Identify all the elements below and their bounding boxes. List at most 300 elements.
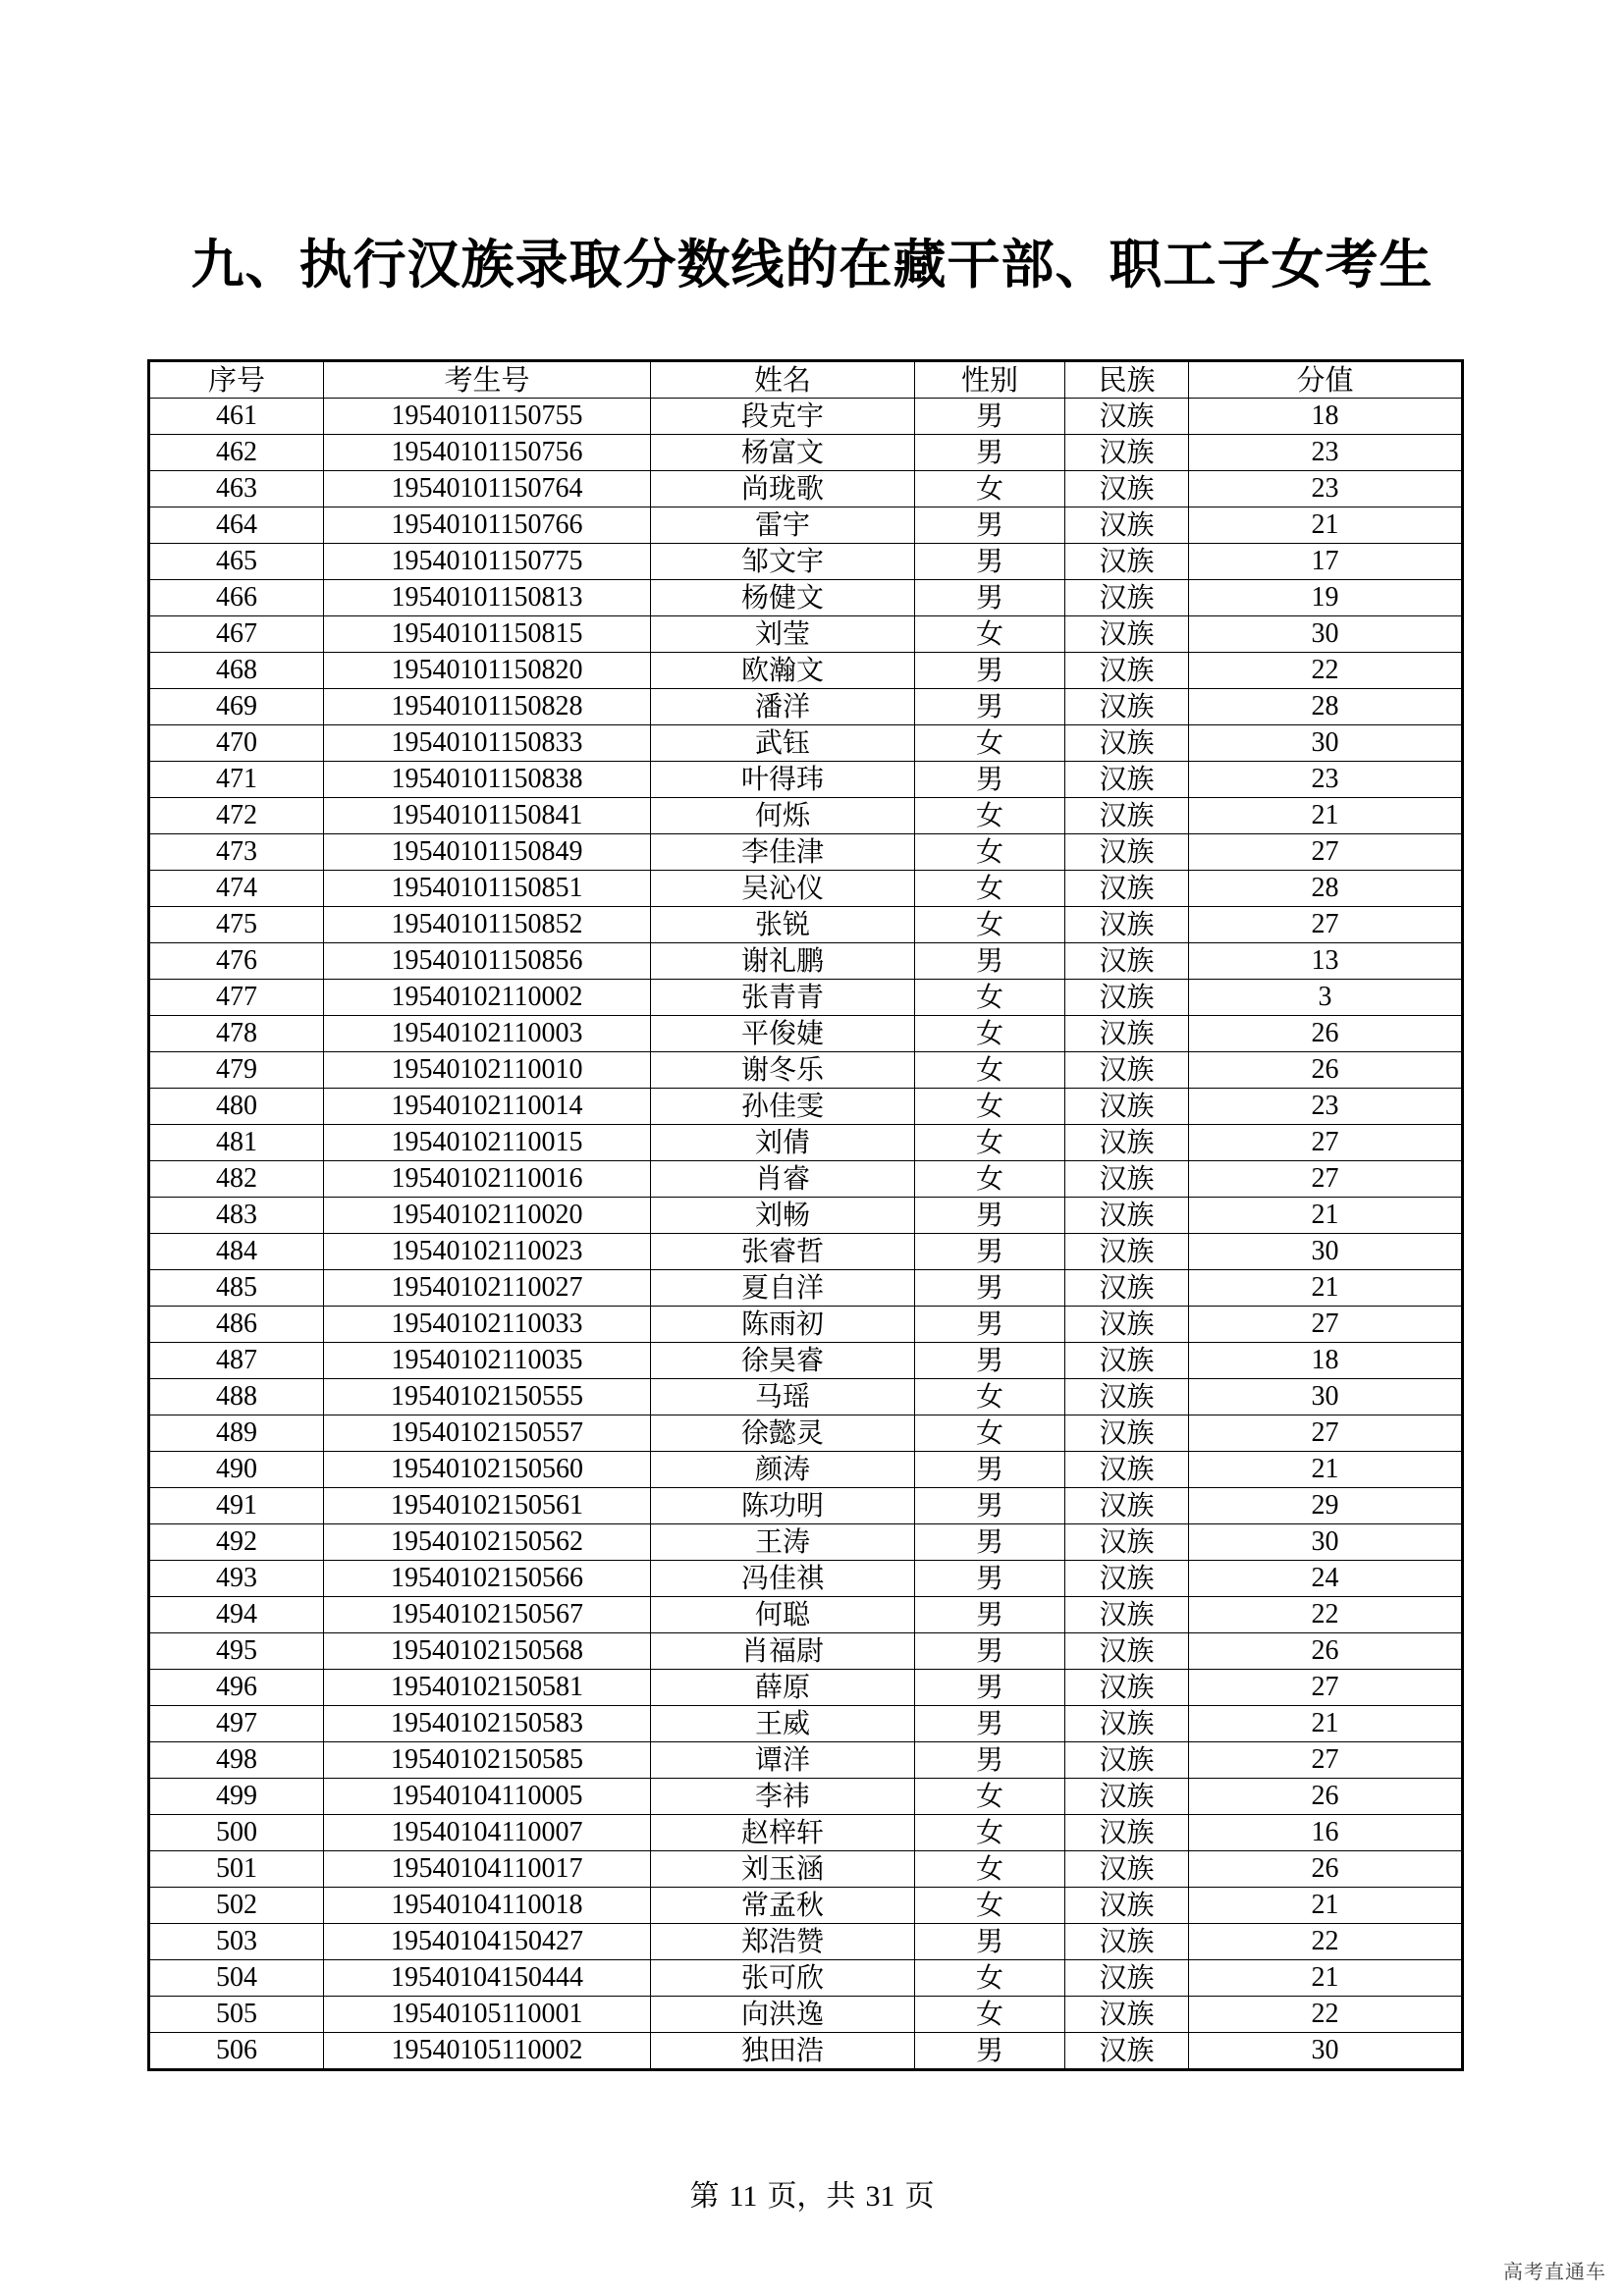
cell-ethnicity: 汉族	[1065, 1561, 1189, 1597]
footer-total-pages: 31	[865, 2180, 895, 2213]
cell-ethnicity: 汉族	[1065, 1597, 1189, 1633]
cell-serial: 487	[149, 1343, 324, 1379]
cell-serial: 465	[149, 544, 324, 580]
cell-name: 何聪	[651, 1597, 915, 1633]
cell-name: 雷宇	[651, 507, 915, 544]
cell-serial: 486	[149, 1307, 324, 1343]
table-row	[149, 1052, 1463, 1089]
cell-name: 谭洋	[651, 1742, 915, 1779]
cell-exam-id: 19540101150820	[324, 653, 651, 689]
cell-exam-id: 19540102150581	[324, 1670, 651, 1706]
cell-name: 薛原	[651, 1670, 915, 1706]
cell-serial: 504	[149, 1960, 324, 1997]
cell-gender: 男	[915, 1670, 1065, 1706]
cell-score: 21	[1189, 1960, 1463, 1997]
table-row	[149, 871, 1463, 907]
cell-exam-id: 19540101150775	[324, 544, 651, 580]
table-row	[149, 1742, 1463, 1779]
table-row	[149, 544, 1463, 580]
cell-exam-id: 19540101150828	[324, 689, 651, 725]
cell-score: 23	[1189, 762, 1463, 798]
cell-ethnicity: 汉族	[1065, 980, 1189, 1016]
table-row	[149, 1198, 1463, 1234]
footer-current-page: 11	[729, 2180, 758, 2213]
table-row	[149, 435, 1463, 471]
cell-name: 谢冬乐	[651, 1052, 915, 1089]
cell-ethnicity: 汉族	[1065, 2033, 1189, 2070]
cell-ethnicity: 汉族	[1065, 1452, 1189, 1488]
table-row	[149, 1016, 1463, 1052]
cell-ethnicity: 汉族	[1065, 1089, 1189, 1125]
cell-score: 26	[1189, 1779, 1463, 1815]
table-row	[149, 1633, 1463, 1670]
cell-gender: 男	[915, 1488, 1065, 1524]
table-row	[149, 798, 1463, 834]
cell-gender: 女	[915, 616, 1065, 653]
cell-exam-id: 19540104110007	[324, 1815, 651, 1851]
cell-serial: 506	[149, 2033, 324, 2070]
cell-ethnicity: 汉族	[1065, 1379, 1189, 1415]
table-row	[149, 689, 1463, 725]
cell-score: 27	[1189, 907, 1463, 943]
cell-gender: 女	[915, 834, 1065, 871]
cell-serial: 464	[149, 507, 324, 544]
cell-name: 颜涛	[651, 1452, 915, 1488]
cell-serial: 478	[149, 1016, 324, 1052]
cell-name: 张睿哲	[651, 1234, 915, 1270]
cell-gender: 女	[915, 1815, 1065, 1851]
cell-gender: 女	[915, 871, 1065, 907]
cell-exam-id: 19540104110017	[324, 1851, 651, 1888]
cell-score: 22	[1189, 1997, 1463, 2033]
page-title: 九、执行汉族录取分数线的在藏干部、职工子女考生	[190, 234, 1434, 295]
cell-ethnicity: 汉族	[1065, 471, 1189, 507]
cell-gender: 女	[915, 798, 1065, 834]
table-row	[149, 1888, 1463, 1924]
cell-exam-id: 19540105110002	[324, 2033, 651, 2070]
cell-score: 22	[1189, 1597, 1463, 1633]
watermark: 高考直通车	[1503, 2260, 1606, 2283]
cell-name: 尚珑歌	[651, 471, 915, 507]
cell-name: 徐昊睿	[651, 1343, 915, 1379]
cell-name: 刘畅	[651, 1198, 915, 1234]
cell-score: 23	[1189, 435, 1463, 471]
cell-name: 谢礼鹏	[651, 943, 915, 980]
table-row	[149, 834, 1463, 871]
cell-score: 18	[1189, 1343, 1463, 1379]
cell-exam-id: 19540102150562	[324, 1524, 651, 1561]
cell-gender: 男	[915, 1343, 1065, 1379]
cell-serial: 488	[149, 1379, 324, 1415]
cell-score: 30	[1189, 1379, 1463, 1415]
cell-exam-id: 19540101150833	[324, 725, 651, 762]
table-row	[149, 1234, 1463, 1270]
table-row	[149, 1597, 1463, 1633]
cell-score: 27	[1189, 1125, 1463, 1161]
cell-exam-id: 19540101150838	[324, 762, 651, 798]
cell-gender: 女	[915, 1379, 1065, 1415]
cell-gender: 男	[915, 1270, 1065, 1307]
cell-ethnicity: 汉族	[1065, 1307, 1189, 1343]
cell-serial: 484	[149, 1234, 324, 1270]
cell-gender: 男	[915, 1307, 1065, 1343]
table-row	[149, 1270, 1463, 1307]
cell-exam-id: 19540104150444	[324, 1960, 651, 1997]
cell-gender: 男	[915, 1742, 1065, 1779]
cell-score: 21	[1189, 507, 1463, 544]
results-table	[147, 359, 1464, 2071]
cell-serial: 467	[149, 616, 324, 653]
cell-name: 肖福尉	[651, 1633, 915, 1670]
cell-score: 27	[1189, 834, 1463, 871]
table-row	[149, 580, 1463, 616]
cell-exam-id: 19540101150756	[324, 435, 651, 471]
cell-serial: 485	[149, 1270, 324, 1307]
table-row	[149, 980, 1463, 1016]
header-serial: 序号	[149, 361, 324, 399]
table-row	[149, 2033, 1463, 2070]
cell-score: 26	[1189, 1633, 1463, 1670]
cell-score: 18	[1189, 399, 1463, 435]
cell-ethnicity: 汉族	[1065, 616, 1189, 653]
cell-score: 21	[1189, 1270, 1463, 1307]
cell-serial: 505	[149, 1997, 324, 2033]
cell-score: 3	[1189, 980, 1463, 1016]
table-row	[149, 399, 1463, 435]
cell-ethnicity: 汉族	[1065, 1415, 1189, 1452]
cell-serial: 495	[149, 1633, 324, 1670]
cell-gender: 女	[915, 1016, 1065, 1052]
cell-exam-id: 19540102150568	[324, 1633, 651, 1670]
cell-serial: 474	[149, 871, 324, 907]
cell-exam-id: 19540102110014	[324, 1089, 651, 1125]
cell-serial: 492	[149, 1524, 324, 1561]
table-row	[149, 616, 1463, 653]
cell-serial: 463	[149, 471, 324, 507]
cell-ethnicity: 汉族	[1065, 1524, 1189, 1561]
table-row	[149, 1307, 1463, 1343]
cell-gender: 男	[915, 1198, 1065, 1234]
table-row	[149, 471, 1463, 507]
cell-exam-id: 19540101150755	[324, 399, 651, 435]
cell-name: 独田浩	[651, 2033, 915, 2070]
results-table-container	[147, 359, 1461, 2071]
cell-name: 向洪逸	[651, 1997, 915, 2033]
cell-serial: 483	[149, 1198, 324, 1234]
cell-name: 潘洋	[651, 689, 915, 725]
cell-ethnicity: 汉族	[1065, 1924, 1189, 1960]
cell-ethnicity: 汉族	[1065, 1888, 1189, 1924]
cell-exam-id: 19540101150851	[324, 871, 651, 907]
cell-ethnicity: 汉族	[1065, 1670, 1189, 1706]
cell-serial: 497	[149, 1706, 324, 1742]
cell-exam-id: 19540101150852	[324, 907, 651, 943]
cell-gender: 女	[915, 1779, 1065, 1815]
cell-exam-id: 19540101150841	[324, 798, 651, 834]
table-row	[149, 1343, 1463, 1379]
cell-exam-id: 19540102150567	[324, 1597, 651, 1633]
cell-gender: 女	[915, 471, 1065, 507]
cell-name: 冯佳祺	[651, 1561, 915, 1597]
cell-gender: 男	[915, 1633, 1065, 1670]
cell-exam-id: 19540102150566	[324, 1561, 651, 1597]
cell-gender: 女	[915, 1997, 1065, 2033]
cell-exam-id: 19540101150766	[324, 507, 651, 544]
cell-ethnicity: 汉族	[1065, 907, 1189, 943]
cell-name: 王威	[651, 1706, 915, 1742]
cell-exam-id: 19540102150560	[324, 1452, 651, 1488]
cell-ethnicity: 汉族	[1065, 798, 1189, 834]
cell-exam-id: 19540102150557	[324, 1415, 651, 1452]
cell-gender: 男	[915, 1924, 1065, 1960]
cell-serial: 466	[149, 580, 324, 616]
cell-exam-id: 19540102150555	[324, 1379, 651, 1415]
cell-exam-id: 19540101150813	[324, 580, 651, 616]
cell-name: 肖睿	[651, 1161, 915, 1198]
cell-score: 24	[1189, 1561, 1463, 1597]
cell-name: 陈雨初	[651, 1307, 915, 1343]
cell-serial: 477	[149, 980, 324, 1016]
cell-exam-id: 19540101150849	[324, 834, 651, 871]
cell-score: 27	[1189, 1670, 1463, 1706]
cell-gender: 男	[915, 653, 1065, 689]
cell-serial: 462	[149, 435, 324, 471]
cell-ethnicity: 汉族	[1065, 1742, 1189, 1779]
cell-exam-id: 19540102110002	[324, 980, 651, 1016]
cell-serial: 498	[149, 1742, 324, 1779]
cell-name: 何烁	[651, 798, 915, 834]
cell-score: 22	[1189, 1924, 1463, 1960]
table-row	[149, 1379, 1463, 1415]
cell-score: 27	[1189, 1742, 1463, 1779]
cell-gender: 男	[915, 1234, 1065, 1270]
cell-ethnicity: 汉族	[1065, 399, 1189, 435]
cell-name: 欧瀚文	[651, 653, 915, 689]
cell-serial: 491	[149, 1488, 324, 1524]
cell-score: 26	[1189, 1851, 1463, 1888]
cell-ethnicity: 汉族	[1065, 507, 1189, 544]
cell-serial: 501	[149, 1851, 324, 1888]
cell-name: 孙佳雯	[651, 1089, 915, 1125]
table-row	[149, 1488, 1463, 1524]
header-name: 姓名	[651, 361, 915, 399]
cell-gender: 男	[915, 1706, 1065, 1742]
cell-name: 张锐	[651, 907, 915, 943]
cell-ethnicity: 汉族	[1065, 1997, 1189, 2033]
header-gender: 性别	[915, 361, 1065, 399]
cell-exam-id: 19540101150815	[324, 616, 651, 653]
header-score: 分值	[1189, 361, 1463, 399]
cell-score: 28	[1189, 871, 1463, 907]
table-row	[149, 653, 1463, 689]
cell-gender: 女	[915, 1161, 1065, 1198]
cell-ethnicity: 汉族	[1065, 1125, 1189, 1161]
cell-ethnicity: 汉族	[1065, 1016, 1189, 1052]
cell-ethnicity: 汉族	[1065, 1815, 1189, 1851]
cell-score: 21	[1189, 1706, 1463, 1742]
cell-score: 29	[1189, 1488, 1463, 1524]
cell-serial: 482	[149, 1161, 324, 1198]
cell-serial: 481	[149, 1125, 324, 1161]
cell-name: 平俊婕	[651, 1016, 915, 1052]
cell-score: 23	[1189, 1089, 1463, 1125]
cell-name: 徐懿灵	[651, 1415, 915, 1452]
cell-name: 叶得玮	[651, 762, 915, 798]
cell-exam-id: 19540101150856	[324, 943, 651, 980]
cell-ethnicity: 汉族	[1065, 943, 1189, 980]
cell-serial: 471	[149, 762, 324, 798]
cell-ethnicity: 汉族	[1065, 580, 1189, 616]
cell-exam-id: 19540102110033	[324, 1307, 651, 1343]
table-row	[149, 1779, 1463, 1815]
cell-name: 刘倩	[651, 1125, 915, 1161]
cell-ethnicity: 汉族	[1065, 1234, 1189, 1270]
cell-gender: 女	[915, 1052, 1065, 1089]
cell-serial: 480	[149, 1089, 324, 1125]
cell-name: 刘莹	[651, 616, 915, 653]
cell-gender: 女	[915, 1851, 1065, 1888]
footer-suffix: 页	[904, 2179, 935, 2214]
cell-serial: 472	[149, 798, 324, 834]
cell-serial: 468	[149, 653, 324, 689]
cell-exam-id: 19540102110027	[324, 1270, 651, 1307]
cell-gender: 女	[915, 1960, 1065, 1997]
table-row	[149, 943, 1463, 980]
cell-name: 常孟秋	[651, 1888, 915, 1924]
cell-exam-id: 19540105110001	[324, 1997, 651, 2033]
cell-score: 28	[1189, 689, 1463, 725]
cell-gender: 女	[915, 1125, 1065, 1161]
cell-score: 21	[1189, 1198, 1463, 1234]
cell-name: 陈功明	[651, 1488, 915, 1524]
cell-ethnicity: 汉族	[1065, 1633, 1189, 1670]
cell-serial: 494	[149, 1597, 324, 1633]
cell-ethnicity: 汉族	[1065, 435, 1189, 471]
cell-gender: 男	[915, 689, 1065, 725]
cell-gender: 男	[915, 943, 1065, 980]
cell-serial: 469	[149, 689, 324, 725]
table-row	[149, 762, 1463, 798]
cell-gender: 男	[915, 762, 1065, 798]
cell-score: 30	[1189, 725, 1463, 762]
cell-score: 17	[1189, 544, 1463, 580]
cell-exam-id: 19540102110023	[324, 1234, 651, 1270]
cell-ethnicity: 汉族	[1065, 1343, 1189, 1379]
table-row	[149, 1524, 1463, 1561]
cell-ethnicity: 汉族	[1065, 871, 1189, 907]
cell-serial: 461	[149, 399, 324, 435]
cell-exam-id: 19540101150764	[324, 471, 651, 507]
cell-gender: 男	[915, 1452, 1065, 1488]
cell-score: 27	[1189, 1415, 1463, 1452]
cell-ethnicity: 汉族	[1065, 1052, 1189, 1089]
cell-exam-id: 19540104110005	[324, 1779, 651, 1815]
header-ethnicity: 民族	[1065, 361, 1189, 399]
cell-name: 张可欣	[651, 1960, 915, 1997]
cell-gender: 女	[915, 1888, 1065, 1924]
cell-name: 武钰	[651, 725, 915, 762]
cell-score: 30	[1189, 1234, 1463, 1270]
cell-exam-id: 19540102150585	[324, 1742, 651, 1779]
table-row	[149, 1851, 1463, 1888]
cell-serial: 499	[149, 1779, 324, 1815]
cell-serial: 479	[149, 1052, 324, 1089]
table-row	[149, 1561, 1463, 1597]
cell-name: 王涛	[651, 1524, 915, 1561]
cell-score: 22	[1189, 653, 1463, 689]
cell-name: 杨富文	[651, 435, 915, 471]
cell-name: 段克宇	[651, 399, 915, 435]
cell-score: 23	[1189, 471, 1463, 507]
table-row	[149, 907, 1463, 943]
cell-name: 邹文宇	[651, 544, 915, 580]
footer-prefix: 第	[689, 2179, 720, 2214]
cell-exam-id: 19540102110003	[324, 1016, 651, 1052]
table-body	[149, 399, 1463, 2070]
table-row	[149, 1706, 1463, 1742]
cell-exam-id: 19540102110020	[324, 1198, 651, 1234]
cell-name: 郑浩赞	[651, 1924, 915, 1960]
cell-ethnicity: 汉族	[1065, 653, 1189, 689]
cell-ethnicity: 汉族	[1065, 1706, 1189, 1742]
cell-name: 马瑶	[651, 1379, 915, 1415]
cell-serial: 496	[149, 1670, 324, 1706]
page-footer	[0, 2177, 1624, 2216]
cell-score: 16	[1189, 1815, 1463, 1851]
cell-exam-id: 19540102110035	[324, 1343, 651, 1379]
table-row	[149, 1924, 1463, 1960]
cell-serial: 475	[149, 907, 324, 943]
cell-serial: 493	[149, 1561, 324, 1597]
table-row	[149, 1997, 1463, 2033]
cell-serial: 502	[149, 1888, 324, 1924]
cell-name: 夏自洋	[651, 1270, 915, 1307]
cell-name: 李佳津	[651, 834, 915, 871]
table-row	[149, 1670, 1463, 1706]
cell-ethnicity: 汉族	[1065, 725, 1189, 762]
table-row	[149, 1089, 1463, 1125]
cell-score: 13	[1189, 943, 1463, 980]
cell-ethnicity: 汉族	[1065, 544, 1189, 580]
cell-score: 21	[1189, 1888, 1463, 1924]
cell-ethnicity: 汉族	[1065, 834, 1189, 871]
cell-ethnicity: 汉族	[1065, 1161, 1189, 1198]
table-row	[149, 1161, 1463, 1198]
table-row	[149, 507, 1463, 544]
cell-ethnicity: 汉族	[1065, 1198, 1189, 1234]
cell-gender: 男	[915, 1524, 1065, 1561]
cell-gender: 男	[915, 399, 1065, 435]
cell-gender: 男	[915, 435, 1065, 471]
cell-name: 赵梓轩	[651, 1815, 915, 1851]
cell-gender: 女	[915, 725, 1065, 762]
table-row	[149, 725, 1463, 762]
header-exam-id: 考生号	[324, 361, 651, 399]
cell-gender: 男	[915, 2033, 1065, 2070]
cell-exam-id: 19540104150427	[324, 1924, 651, 1960]
cell-exam-id: 19540102110016	[324, 1161, 651, 1198]
table-row	[149, 1960, 1463, 1997]
cell-ethnicity: 汉族	[1065, 1851, 1189, 1888]
cell-name: 李祎	[651, 1779, 915, 1815]
table-header-row	[149, 361, 1463, 399]
cell-exam-id: 19540102150583	[324, 1706, 651, 1742]
cell-serial: 476	[149, 943, 324, 980]
cell-score: 27	[1189, 1161, 1463, 1198]
cell-exam-id: 19540102110015	[324, 1125, 651, 1161]
cell-gender: 男	[915, 1597, 1065, 1633]
table-row	[149, 1452, 1463, 1488]
